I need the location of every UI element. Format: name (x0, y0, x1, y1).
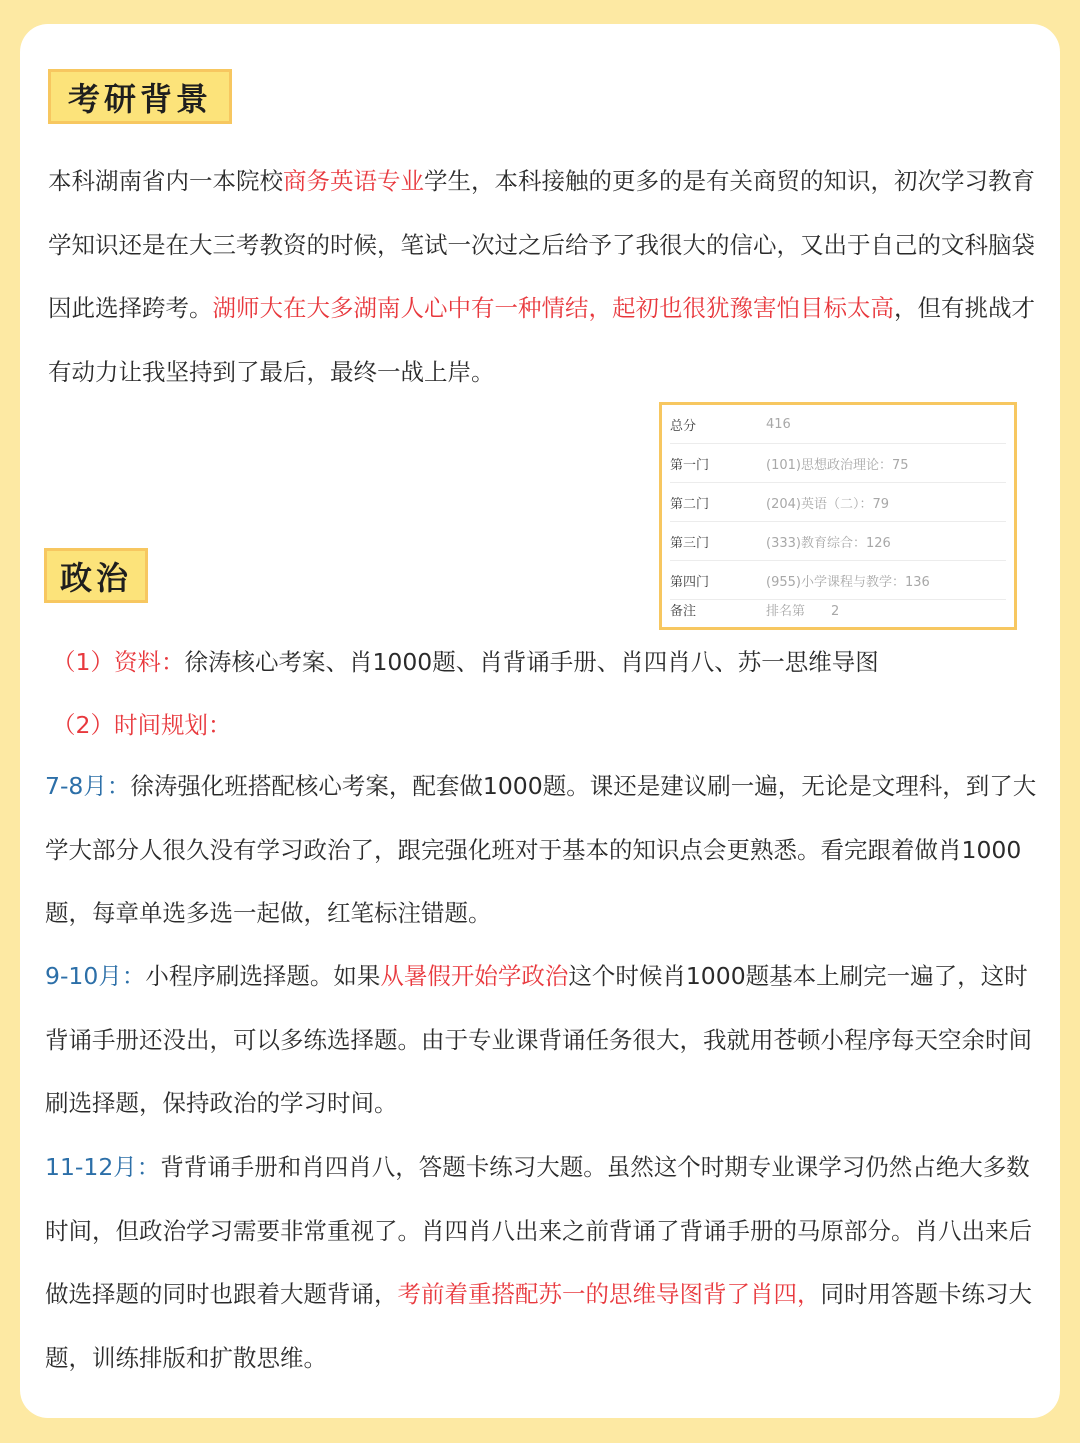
score-value: (101)思想政治理论：75 (766, 457, 909, 473)
highlight-mindmap: 考前着重搭配苏一的思维导图背了肖四， (397, 1280, 821, 1308)
highlight-summer: 从暑假开始学政治 (380, 962, 569, 990)
plan-nov-dec (45, 1136, 1040, 1390)
score-label: 备注 (670, 603, 697, 619)
section-title-politics: 政治 (44, 548, 148, 603)
text-segment: ，但有挑战才有动力让我坚持到了最后，最终一战上岸。 (48, 294, 1035, 386)
materials-text: 徐涛核心考案、肖1000题、肖背诵手册、肖四肖八、苏一思维导图 (184, 648, 879, 676)
section-title-background: 考研背景 (48, 69, 232, 124)
highlight-major: 商务英语专业 (283, 167, 424, 195)
score-label: 总分 (670, 418, 697, 434)
period-label: 9-10月： (45, 962, 146, 990)
score-row-note (670, 591, 1006, 627)
score-label: 第四门 (670, 574, 710, 590)
materials-label: （1）资料： (52, 648, 185, 676)
plan-text: 徐涛强化班搭配核心考案，配套做1000题。课还是建议刷一遍，无论是文理科，到了大学大部分人很久没有学习政治了，跟完强化班对于基本的知识点会更熟悉。看完跟着做肖1000题，每章单选多选一起做，红笔标注错题。 (45, 772, 1037, 927)
plan-sep-oct (45, 945, 1040, 1136)
plan-jul-aug (45, 755, 1040, 946)
highlight-school: 湖师大在大多湖南人心中有一种情结，起初也很犹豫害怕目标太高 (212, 294, 894, 322)
score-label: 第一门 (670, 457, 710, 473)
background-paragraph (48, 150, 1038, 404)
score-table (659, 402, 1017, 630)
period-label: 11-12月： (45, 1153, 161, 1181)
score-row-2 (670, 483, 1006, 522)
plan-text: 背背诵手册和肖四肖八，答题卡练习大题。虽然这个时期专业课学习仍然占绝大多数时间，但政治学习需要非常重视了。肖四肖八出来之前背诵了背诵手册的马原部分。肖八出来后做选择题的同时也跟着大题背诵， (45, 1153, 1032, 1308)
score-value: 416 (766, 416, 791, 432)
score-row-1 (670, 444, 1006, 483)
plan-text: 小程序刷选择题。如果 (145, 962, 381, 990)
schedule-heading (52, 706, 231, 740)
text-segment: 本科湖南省内一本院校 (48, 167, 283, 195)
score-label: 第三门 (670, 535, 710, 551)
score-value: (955)小学课程与教学：136 (766, 574, 930, 590)
score-value: 排名第 2 (766, 603, 840, 619)
plan-text: 同时用答题卡练习大题，训练排版和扩散思维。 (45, 1280, 1032, 1372)
plan-text: 这个时候肖1000题基本上刷完一遍了，这时背诵手册还没出，可以多练选择题。由于专业课背诵任务很大，我就用苍顿小程序每天空余时间刷选择题，保持政治的学习时间。 (45, 962, 1032, 1117)
materials-line (52, 643, 879, 677)
score-row-total (670, 405, 1006, 444)
score-value: (204)英语（二）：79 (766, 496, 889, 512)
schedule-label: （2）时间规划： (52, 711, 232, 739)
score-label: 第二门 (670, 496, 710, 512)
score-row-3 (670, 522, 1006, 561)
period-label: 7-8月： (45, 772, 131, 800)
text-segment: 学生，本科接触的更多的是有关商贸的知识，初次学习教育学知识还是在大三考教资的时候，笔试一次过之后给予了我很大的信心，又出于自己的文科脑袋因此选择跨考。 (48, 167, 1035, 322)
score-value: (333)教育综合：126 (766, 535, 891, 551)
